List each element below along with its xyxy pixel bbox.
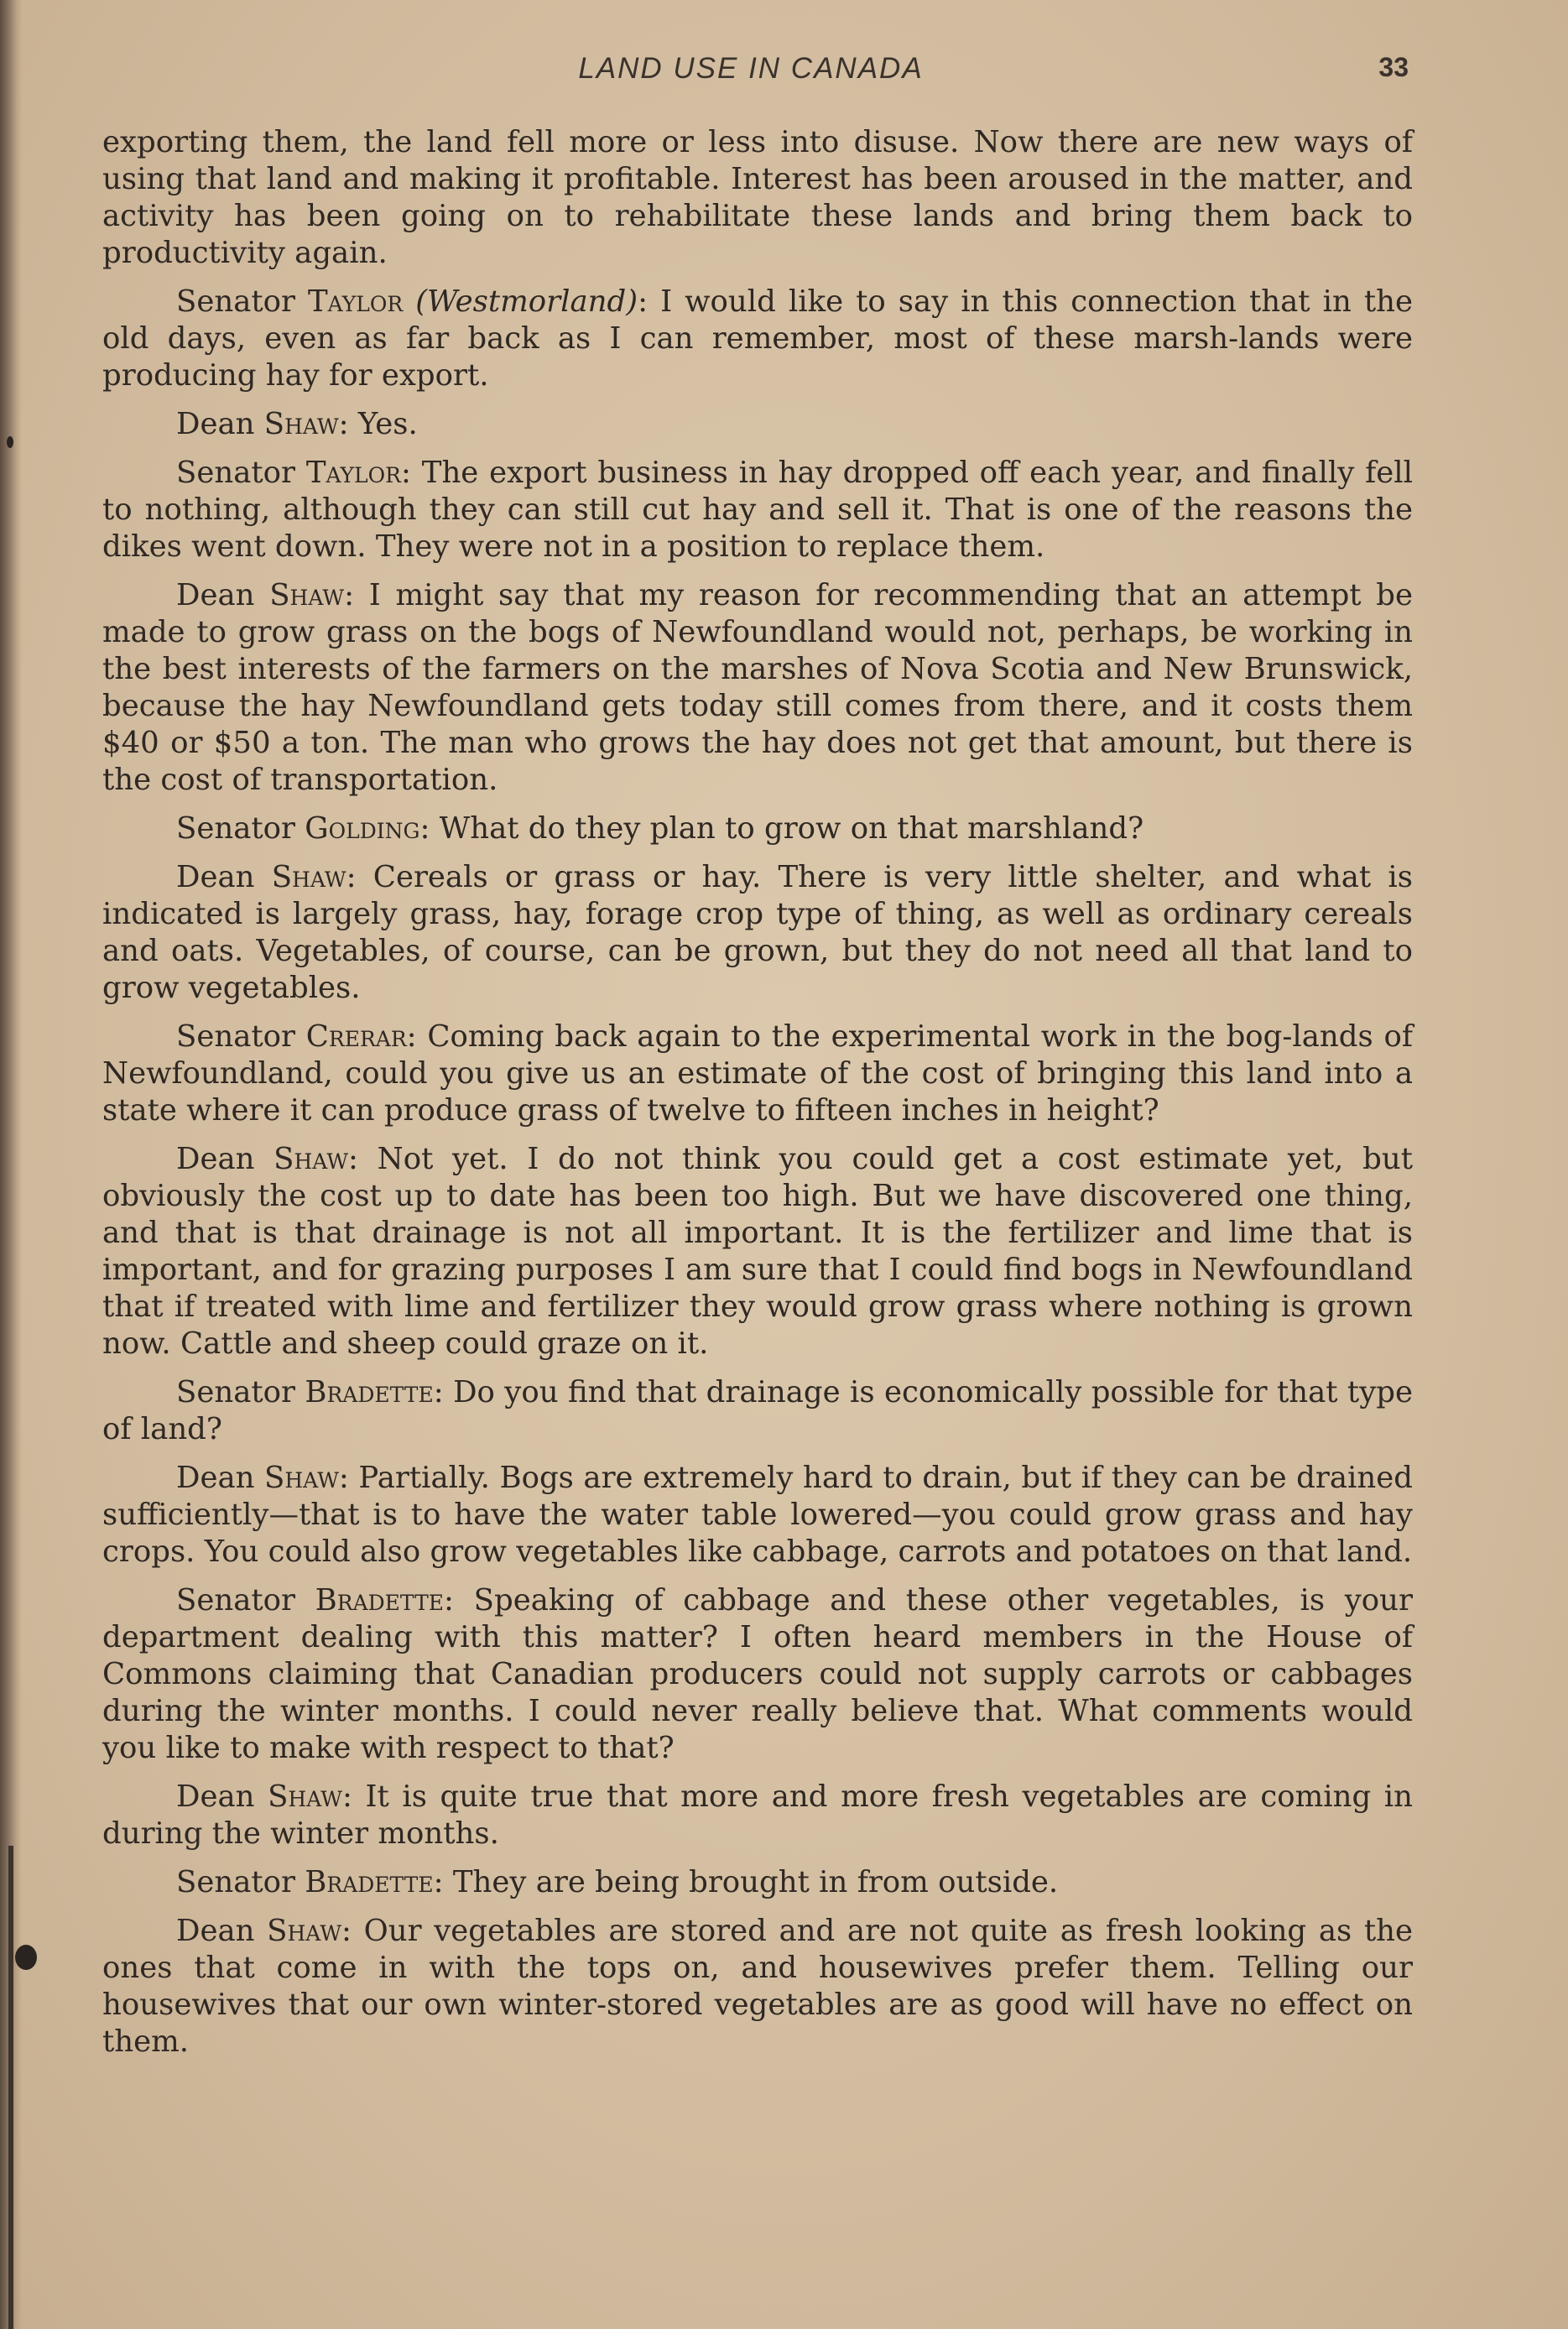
speaker-role: Dean xyxy=(176,1461,255,1495)
speaker-name: Shaw xyxy=(268,1779,342,1814)
paragraph-text: : Partially. Bogs are extremely hard to drain, but if they can be drained sufficiently—that is to have the water table lowered—you could grow grass and hay crops. You could also grow vegetables like cabbage, carrots and potatoes on that land. xyxy=(102,1461,1413,1569)
paragraph-text: : I would like to say in this connection that in the old days, even as far back as I can remember, most of these marsh-lands were producing hay for export. xyxy=(102,284,1413,393)
speaker-role: Dean xyxy=(176,1779,255,1814)
paragraph xyxy=(102,859,1413,1007)
paragraph xyxy=(102,1913,1413,2061)
speaker-name: Shaw xyxy=(264,1461,339,1495)
speaker-role: Dean xyxy=(176,578,255,612)
speaker-name: Bradette xyxy=(305,1375,434,1409)
speaker-role: Senator xyxy=(176,1019,295,1054)
speaker-role: Senator xyxy=(176,284,295,319)
paragraph xyxy=(102,1582,1413,1767)
paragraph xyxy=(102,810,1413,847)
speaker-name: Crerar xyxy=(305,1019,407,1054)
paragraph-text: : I might say that my reason for recommending that an attempt be made to grow grass on the bogs of Newfoundland would not, perhaps, be working in the best interests of the farmers on the marshes of Nova Scotia and New Brunswick, because the hay Newfoundland gets today still comes from there, and it costs them $40 or $50 a ton. The man who grows the hay does not get that amount, but there is the cost of transportation. xyxy=(102,578,1413,797)
speaker-name: Taylor xyxy=(305,456,401,490)
paragraph-text: : Coming back again to the experimental work in the bog-lands of Newfoundland, could you give us an estimate of the cost of bringing this land into a state where it can produce grass of twelve to fifteen inches in height? xyxy=(102,1019,1413,1128)
paragraph-text: exporting them, the land fell more or less into disuse. Now there are new ways of using that land and making it profitable. Interest has been aroused in the matter, and activity has been going on to rehabilitate these lands and bring them back to productivity again. xyxy=(102,125,1413,270)
page-number: 33 xyxy=(1378,52,1409,82)
paragraph-text: : Not yet. I do not think you could get a cost estimate yet, but obviously the cost up to date has been too high. But we have discovered one thing, and that is that drainage is not all important. It is the fertilizer and lime that is important, and for grazing purposes I am sure that I could find bogs in Newfoundland that if treated with lime and fertilizer they would grow grass where nothing is grown now. Cattle and sheep could graze on it. xyxy=(102,1142,1413,1361)
speaker-name: Shaw xyxy=(271,860,346,894)
speaker-name: Shaw xyxy=(273,1142,349,1176)
speaker-role: Senator xyxy=(176,1865,295,1899)
paragraph xyxy=(102,406,1413,443)
body-text xyxy=(102,124,1413,2072)
speaker-role: Senator xyxy=(176,1583,295,1618)
speaker-name: Shaw xyxy=(269,578,345,612)
paragraph-text: : It is quite true that more and more fresh vegetables are coming in during the winter months. xyxy=(102,1779,1413,1851)
speaker-name: Bradette xyxy=(305,1865,434,1899)
paragraph xyxy=(102,1460,1413,1571)
paragraph xyxy=(102,284,1413,394)
paragraph xyxy=(102,1864,1413,1901)
speaker-name: Taylor xyxy=(308,284,404,319)
speaker-name: Shaw xyxy=(267,1914,342,1948)
speaker-role: Senator xyxy=(176,1375,295,1409)
paragraph-text: : The export business in hay dropped off each year, and finally fell to nothing, although they can still cut hay and sell it. That is one of the reasons the dikes went down. They were not in a position to replace them. xyxy=(102,456,1413,564)
paragraph xyxy=(102,124,1413,272)
speaker-role: Dean xyxy=(176,407,255,441)
running-header xyxy=(0,52,1568,94)
speaker-role: Dean xyxy=(176,1914,255,1948)
paragraph-text: : Do you find that drainage is economically possible for that type of land? xyxy=(102,1375,1413,1446)
speaker-name: Bradette xyxy=(315,1583,444,1618)
paragraph xyxy=(102,1374,1413,1448)
speaker-role: Senator xyxy=(176,811,295,846)
paragraph xyxy=(102,1141,1413,1362)
speaker-place: (Westmorland) xyxy=(415,284,638,319)
paragraph xyxy=(102,1779,1413,1852)
speaker-name: Golding xyxy=(305,811,420,846)
paragraph-text: : What do they plan to grow on that marshland? xyxy=(419,811,1144,846)
paragraph-text: : Yes. xyxy=(338,407,418,441)
paragraph-text: : Our vegetables are stored and are not quite as fresh looking as the ones that come in with the tops on, and housewives prefer them. Telling our housewives that our own winter-stored vegetables are as good will have no effect on them. xyxy=(102,1914,1413,2059)
speaker-name: Shaw xyxy=(263,407,339,441)
running-title: LAND USE IN CANADA xyxy=(578,52,924,85)
speaker-role: Dean xyxy=(176,860,255,894)
paragraph-text: : Cereals or grass or hay. There is very little shelter, and what is indicated is largely grass, hay, forage crop type of thing, as well as ordinary cereals and oats. Vegetables, of course, can be grown, but they do not need all that land to grow vegetables. xyxy=(102,860,1413,1005)
speaker-role: Senator xyxy=(176,456,295,490)
binding-shadow xyxy=(8,1846,13,2329)
paragraph xyxy=(102,1019,1413,1129)
paragraph xyxy=(102,455,1413,565)
speaker-role: Dean xyxy=(176,1142,255,1176)
ink-dot xyxy=(7,436,13,448)
paragraph-text: : Speaking of cabbage and these other vegetables, is your department dealing with this matter? I often heard members in the House of Commons claiming that Canadian producers could not supply carrots or cabbages during the winter months. I could never really believe that. What comments would you like to make with respect to that? xyxy=(102,1583,1413,1765)
paragraph-text: : They are being brought in from outside. xyxy=(433,1865,1059,1899)
ink-mark xyxy=(15,1945,37,1970)
paragraph xyxy=(102,577,1413,799)
